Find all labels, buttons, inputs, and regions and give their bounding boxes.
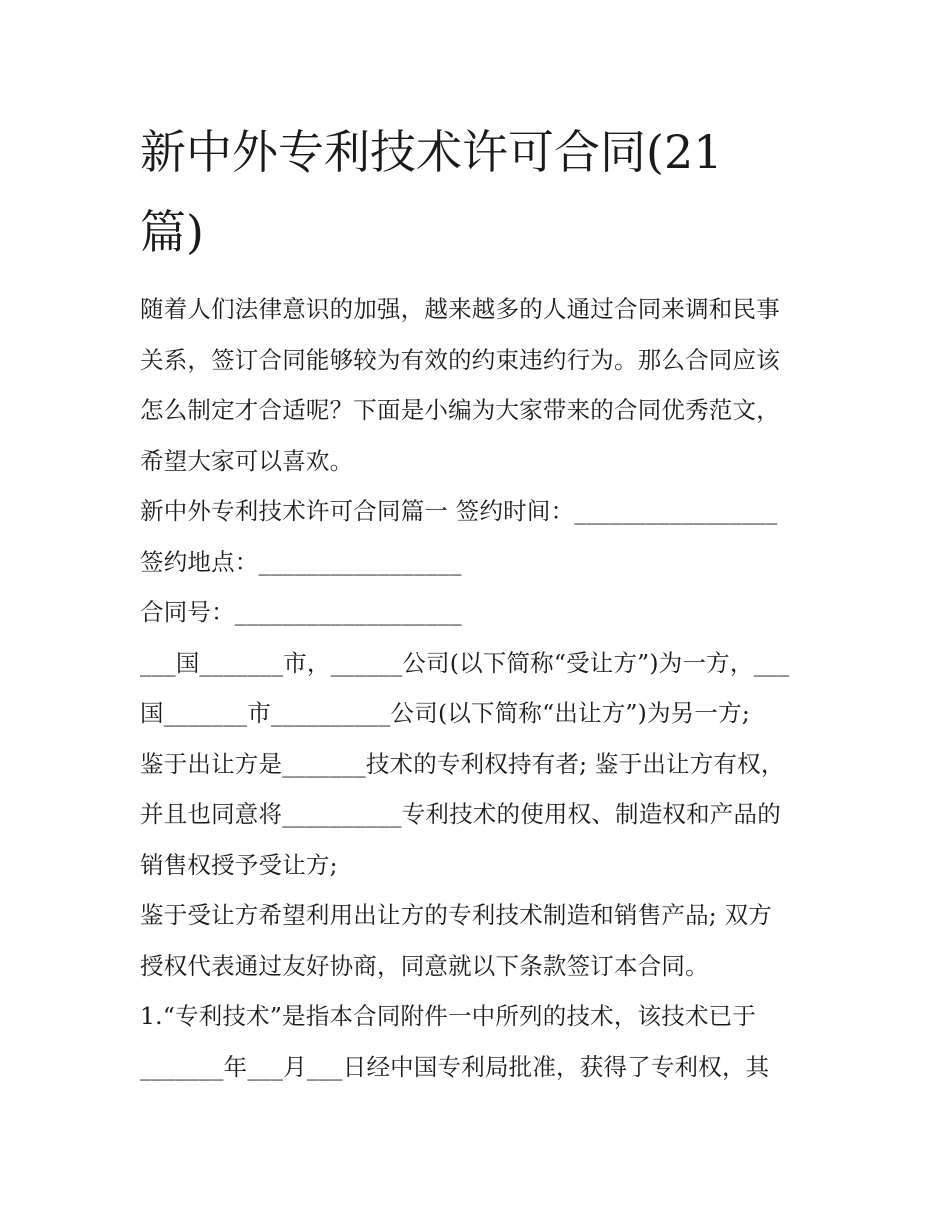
recital-line: 授权代表通过友好协商，同意就以下条款签订本合同。 bbox=[140, 951, 709, 980]
clause-1-line: 1.“专利技术”是指本合同附件一中所列的技术，该技术已于 bbox=[140, 1002, 757, 1030]
intro-line: 怎么制定才合适呢？下面是小编为大家带来的合同优秀范文， bbox=[140, 396, 780, 424]
party-licensor-line: 国_______市__________公司(以下简称“出让方”)为另一方; bbox=[140, 699, 750, 727]
document-page bbox=[140, 112, 820, 1092]
intro-line: 希望大家可以喜欢。 bbox=[140, 446, 354, 475]
document-title bbox=[140, 112, 820, 272]
intro-paragraph bbox=[140, 284, 820, 486]
recital-line: 鉴于受让方希望利用出让方的专利技术制造和销售产品; 双方 bbox=[140, 901, 772, 929]
contract-heading-signing-time: 新中外专利技术许可合同篇一 签约时间：_________________ bbox=[140, 497, 778, 525]
contract-body bbox=[140, 486, 820, 1092]
party-licensee-line: ___国_______市，______公司(以下简称“受让方”)为一方，___ bbox=[140, 648, 790, 677]
title-line-2: 篇) bbox=[140, 205, 204, 259]
recital-line: 并且也同意将__________专利技术的使用权、制造权和产品的 bbox=[140, 800, 781, 828]
intro-line: 随着人们法律意识的加强，越来越多的人通过合同来调和民事 bbox=[140, 295, 780, 323]
recital-line: 鉴于出让方是_______技术的专利权持有者; 鉴于出让方有权， bbox=[140, 749, 785, 778]
signing-place-line: 签约地点：_________________ bbox=[140, 547, 462, 576]
recital-line: 销售权授予受让方; bbox=[140, 850, 338, 879]
title-line-1: 新中外专利技术许可合同(21 bbox=[140, 125, 723, 179]
intro-line: 关系，签订合同能够较为有效的约束违约行为。那么合同应该 bbox=[140, 345, 780, 374]
clause-1-line: _______年___月___日经中国专利局批准，获得了专利权，其 bbox=[140, 1052, 770, 1081]
contract-number-line: 合同号：___________________ bbox=[140, 598, 462, 626]
